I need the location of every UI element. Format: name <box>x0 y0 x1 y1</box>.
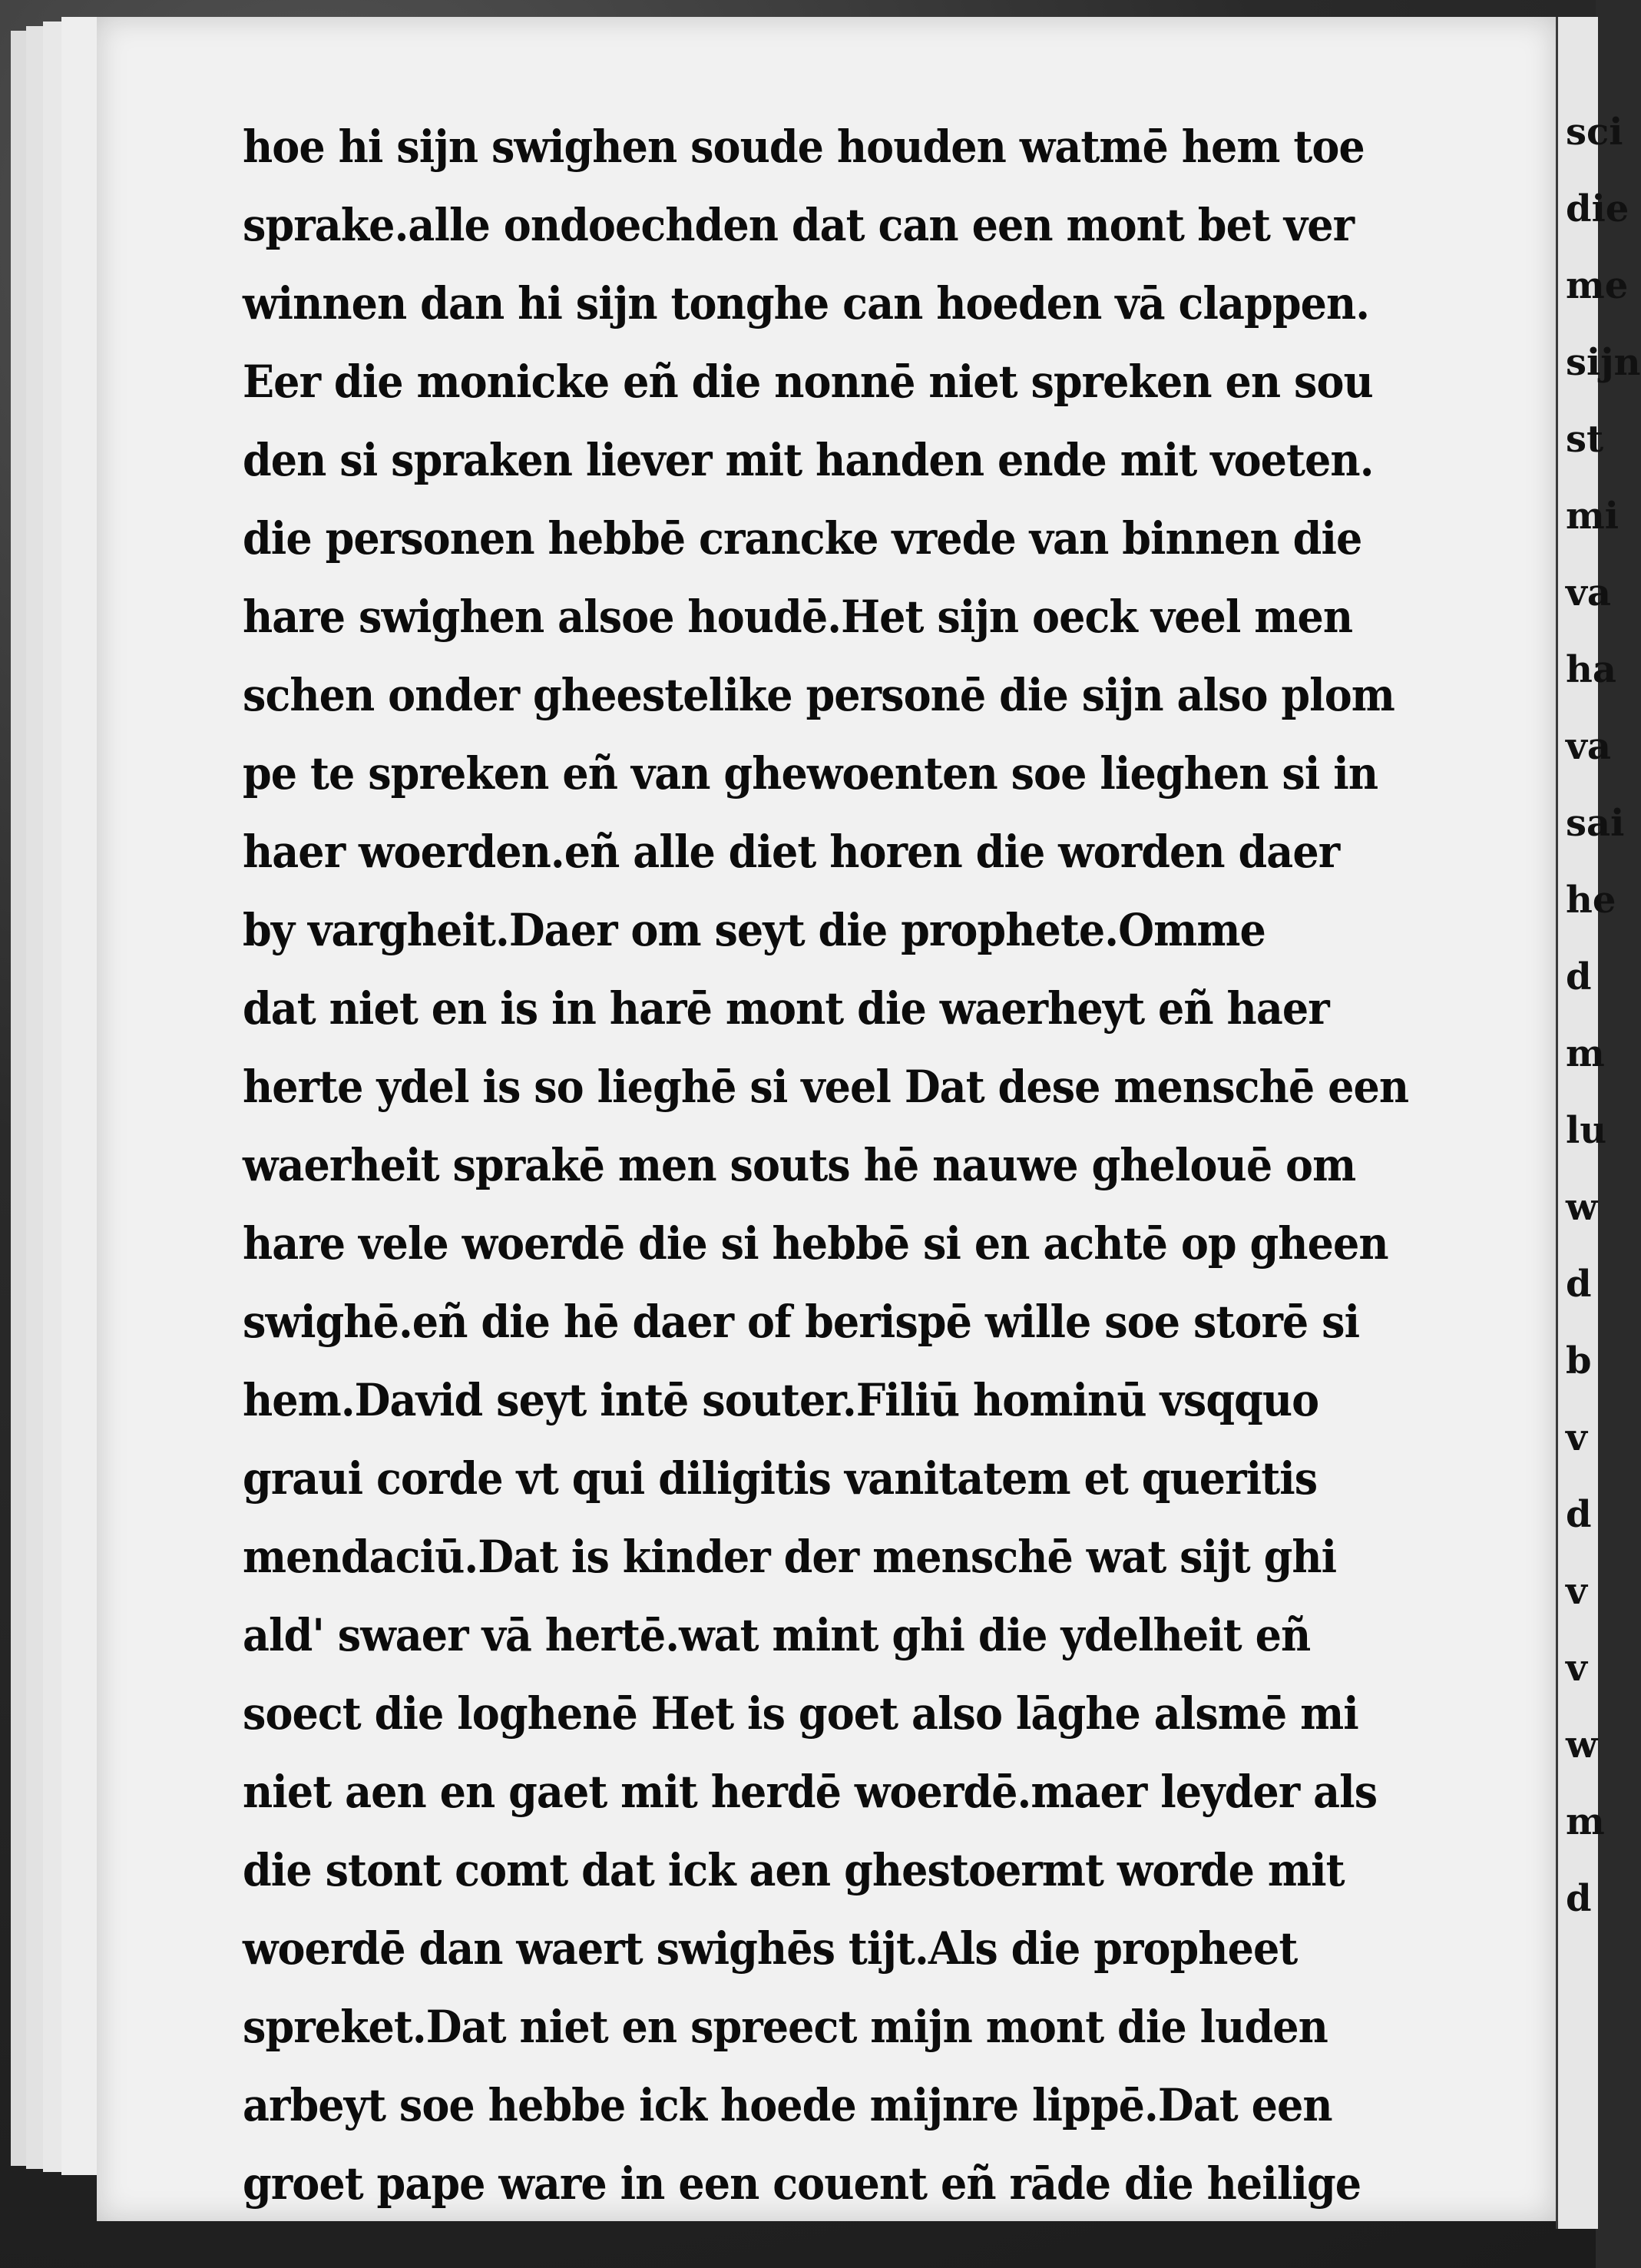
text-line: hare vele woerdē die si hebbē si en achtē op gheen <box>243 1217 1388 1270</box>
text-line: hem.David seyt intē souter.Filiū hominū vsqquo <box>243 1374 1319 1426</box>
text-line: die personen hebbē crancke vrede van binnen die <box>243 512 1362 565</box>
facing-text-fragment: ha <box>1566 648 1616 691</box>
facing-page-text <box>1558 94 1641 1937</box>
facing-text-fragment: lu <box>1566 1109 1607 1152</box>
facing-text-fragment: w <box>1566 1723 1598 1766</box>
facing-text-fragment: v <box>1566 1570 1587 1613</box>
facing-text-fragment: sci <box>1566 111 1623 154</box>
facing-text-fragment: me <box>1566 264 1629 307</box>
facing-text-fragment: v <box>1566 1416 1587 1459</box>
text-line: hoe hi sijn swighen soude houden watmē hem toe <box>243 121 1365 173</box>
text-line: spreket.Dat niet en spreect mijn mont die luden <box>243 2001 1328 2053</box>
blackletter-text-block <box>243 108 1533 2223</box>
text-line: hare swighen alsoe houdē.Het sijn oeck veel men <box>243 591 1353 643</box>
text-line: graui corde vt qui diligitis vanitatem et queritis <box>243 1452 1318 1505</box>
text-line: Eer die monicke eñ die nonnē niet spreken en sou <box>243 356 1373 408</box>
facing-text-fragment: w <box>1566 1186 1598 1229</box>
text-line: groet pape ware in een couent eñ rāde die heilige <box>243 2157 1361 2210</box>
facing-text-fragment: mi <box>1566 495 1619 538</box>
text-line: mendaciū.Dat is kinder der menschē wat sijt ghi <box>243 1531 1337 1583</box>
text-line: soect die loghenē Het is goet also lāghe alsmē mi <box>243 1687 1358 1740</box>
facing-page-edge <box>1556 17 1641 2229</box>
facing-text-fragment: b <box>1566 1339 1592 1382</box>
text-line: pe te spreken eñ van ghewoenten soe lieghen si in <box>243 747 1378 800</box>
facing-text-fragment: v <box>1566 1647 1587 1690</box>
text-line: die stont comt dat ick aen ghestoermt worde mit <box>243 1844 1345 1896</box>
text-line: herte ydel is so lieghē si veel Dat dese menschē een <box>243 1061 1409 1113</box>
facing-text-fragment: sijn <box>1566 341 1641 384</box>
facing-text-fragment: d <box>1566 955 1592 998</box>
facing-text-fragment: st <box>1566 418 1604 461</box>
facing-text-fragment: sai <box>1566 802 1625 845</box>
text-line: haer woerden.eñ alle diet horen die worden daer <box>243 826 1340 878</box>
text-line: niet aen en gaet mit herdē woerdē.maer leyder als <box>243 1766 1378 1818</box>
text-line: sprake.alle ondoechden dat can een mont bet ver <box>243 199 1355 251</box>
facing-text-fragment: m <box>1566 1800 1605 1843</box>
text-line: winnen dan hi sijn tonghe can hoeden vā clappen. <box>243 277 1370 329</box>
text-line: arbeyt soe hebbe ick hoede mijnre lippē.Dat een <box>243 2079 1332 2131</box>
facing-text-fragment: d <box>1566 1263 1592 1306</box>
facing-text-fragment: m <box>1566 1032 1605 1075</box>
facing-text-fragment: va <box>1566 725 1611 768</box>
text-line: schen onder gheestelike personē die sijn also plom <box>243 669 1395 721</box>
text-line: waerheit sprakē men souts hē nauwe ghelouē om <box>243 1139 1356 1191</box>
text-line: swighē.eñ die hē daer of berispē wille soe storē si <box>243 1296 1360 1348</box>
text-line: dat niet en is in harē mont die waerheyt eñ haer <box>243 982 1329 1035</box>
facing-text-fragment: va <box>1566 571 1611 614</box>
book-page <box>97 17 1556 2221</box>
facing-text-fragment: die <box>1566 187 1629 230</box>
text-line: ald' swaer vā hertē.wat mint ghi die ydelheit eñ <box>243 1609 1311 1661</box>
facing-text-fragment: d <box>1566 1877 1592 1920</box>
text-line: den si spraken liever mit handen ende mit voeten. <box>243 434 1374 486</box>
text-line: woerdē dan waert swighēs tijt.Als die propheet <box>243 1922 1298 1975</box>
facing-text-fragment: he <box>1566 879 1616 922</box>
text-line: by vargheit.Daer om seyt die prophete.Omme <box>243 904 1265 956</box>
facing-text-fragment: d <box>1566 1493 1592 1536</box>
